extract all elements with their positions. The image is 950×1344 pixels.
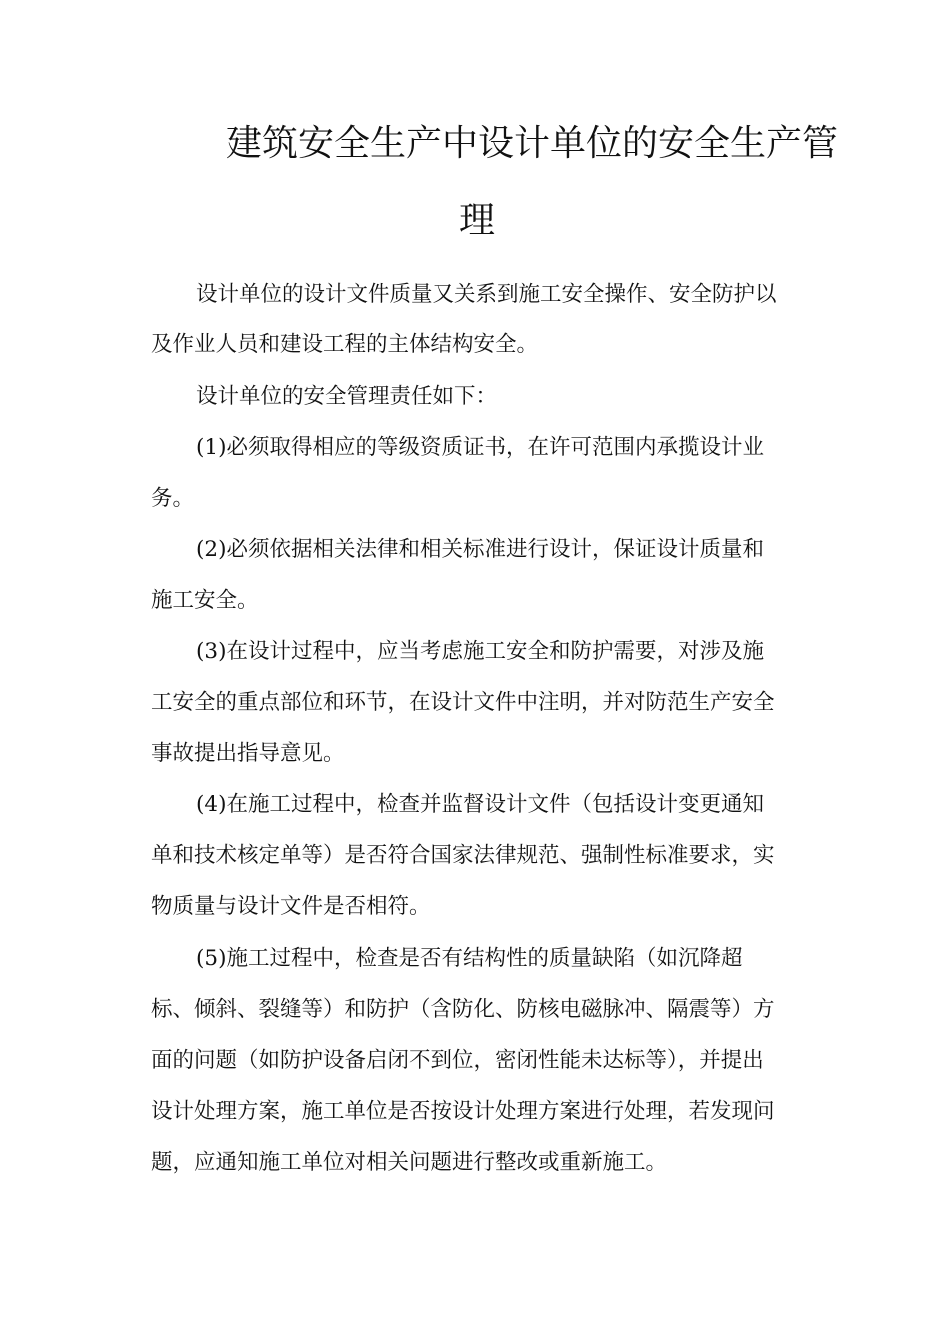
paragraph-line: 及作业人员和建设工程的主体结构安全。 — [151, 332, 539, 357]
list-item-line: 务。 — [151, 486, 195, 511]
list-item-line: (5)施工过程中，检查是否有结构性的质量缺陷（如沉降超 — [196, 946, 743, 971]
list-item-line: 施工安全。 — [151, 588, 259, 613]
document-title-line-1: 建筑安全生产中设计单位的安全生产管 — [226, 123, 839, 164]
document-title-line-2: 理 — [459, 200, 496, 241]
list-item-line: (2)必须依据相关法律和相关标准进行设计，保证设计质量和 — [196, 537, 764, 562]
list-item-line: (3)在设计过程中，应当考虑施工安全和防护需要，对涉及施 — [196, 639, 764, 664]
list-item-line: 物质量与设计文件是否相符。 — [151, 894, 431, 919]
list-item-line: (1)必须取得相应的等级资质证书，在许可范围内承揽设计业 — [196, 435, 764, 460]
list-item-line: 题，应通知施工单位对相关问题进行整改或重新施工。 — [151, 1150, 668, 1175]
list-item-line: (4)在施工过程中，检查并监督设计文件（包括设计变更通知 — [196, 792, 764, 817]
list-item-line: 标、倾斜、裂缝等）和防护（含防化、防核电磁脉冲、隔震等）方 — [151, 997, 775, 1022]
paragraph-line: 设计单位的设计文件质量又关系到施工安全操作、安全防护以 — [196, 282, 777, 307]
list-item-line: 事故提出指导意见。 — [151, 741, 345, 766]
list-item-line: 工安全的重点部位和环节，在设计文件中注明，并对防范生产安全 — [151, 690, 775, 715]
paragraph-line: 设计单位的安全管理责任如下： — [196, 384, 498, 409]
list-item-line: 单和技术核定单等）是否符合国家法律规范、强制性标准要求，实 — [151, 843, 775, 868]
list-item-line: 面的问题（如防护设备启闭不到位，密闭性能未达标等），并提出 — [151, 1048, 764, 1073]
list-item-line: 设计处理方案，施工单位是否按设计处理方案进行处理，若发现问 — [151, 1099, 775, 1124]
